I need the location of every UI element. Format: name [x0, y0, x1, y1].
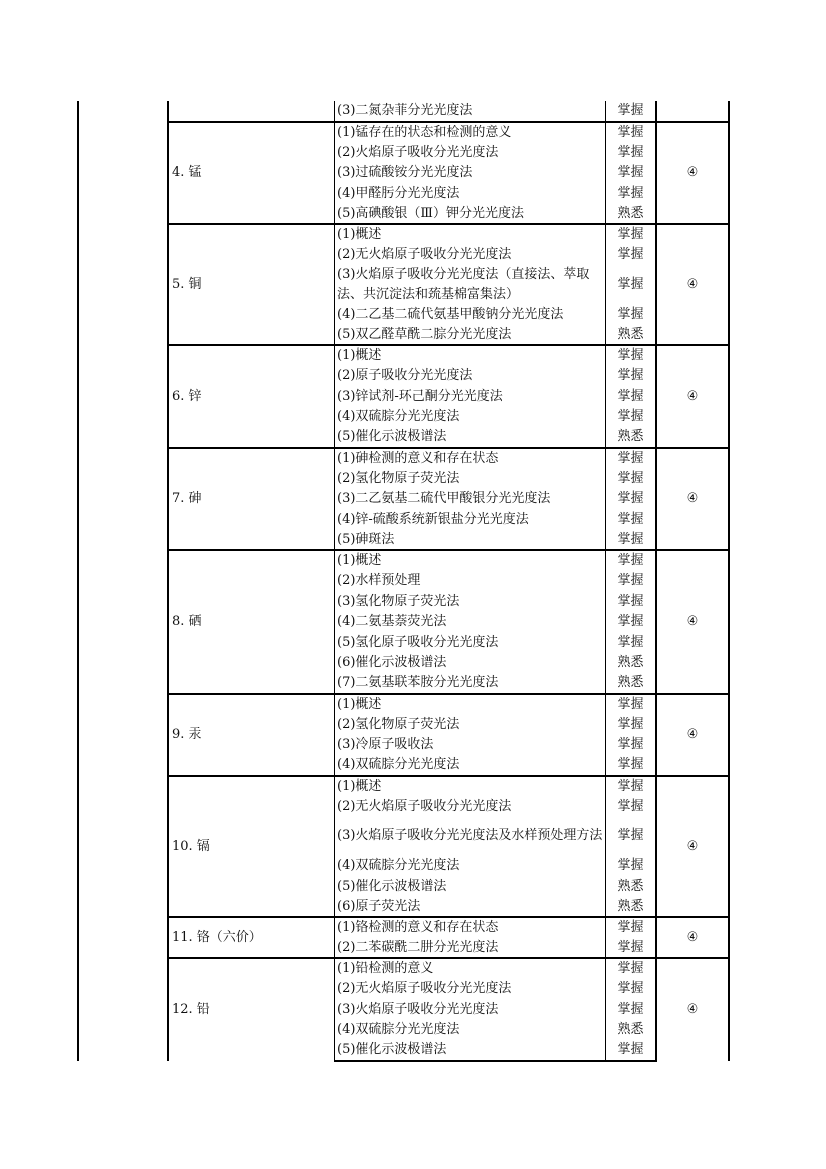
content-cell: (4)双硫腙分光光度法: [335, 407, 606, 428]
mastery-level-cell: 掌握: [606, 856, 657, 877]
content-cell: (1)概述: [335, 224, 606, 245]
table-row: [78, 448, 729, 469]
table-row: [78, 958, 729, 979]
mastery-level-cell: 掌握: [606, 448, 657, 469]
grade-mark-cell: ④: [656, 694, 729, 776]
mastery-level-cell: 掌握: [606, 509, 657, 530]
table-row: [78, 345, 729, 366]
content-cell: (5)砷斑法: [335, 530, 606, 551]
content-cell: (1)锰存在的状态和检测的意义: [335, 122, 606, 143]
mastery-level-cell: 掌握: [606, 366, 657, 387]
mastery-level-cell: 掌握: [606, 776, 657, 797]
mastery-level-cell: 掌握: [606, 530, 657, 551]
syllabus-table: [77, 101, 730, 1062]
content-cell: (6)原子荧光法: [335, 897, 606, 918]
mastery-level-cell: 掌握: [606, 796, 657, 817]
content-cell: (4)锌-硫酸系统新银盐分光光度法: [335, 509, 606, 530]
topic-cell: 8. 硒: [168, 550, 335, 694]
topic-cell: 11. 铬（六价）: [168, 917, 335, 958]
content-cell: (3)火焰原子吸收分光光度法（直接法、萃取法、共沉淀法和巯基棉富集法）: [335, 265, 606, 304]
mastery-level-cell: 熟悉: [606, 325, 657, 346]
section-column: [78, 101, 168, 1061]
mastery-level-cell: 掌握: [606, 304, 657, 325]
mastery-level-cell: 掌握: [606, 917, 657, 938]
content-cell: (5)催化示波极谱法: [335, 427, 606, 448]
topic-cell: 12. 铅: [168, 958, 335, 1061]
grade-mark-cell: ④: [656, 958, 729, 1061]
table-row: [78, 694, 729, 715]
mastery-level-cell: 掌握: [606, 735, 657, 756]
mastery-level-cell: 掌握: [606, 938, 657, 959]
mastery-level-cell: 掌握: [606, 755, 657, 776]
mastery-level-cell: 掌握: [606, 224, 657, 245]
content-cell: (5)催化示波极谱法: [335, 1040, 606, 1061]
mastery-level-cell: 熟悉: [606, 204, 657, 225]
table-row: [78, 917, 729, 938]
mastery-level-cell: 掌握: [606, 386, 657, 407]
grade-mark-cell: ④: [656, 448, 729, 551]
topic-cell: 6. 锌: [168, 345, 335, 448]
content-cell: (3)火焰原子吸收分光光度法及水样预处理方法: [335, 817, 606, 856]
content-cell: (2)无火焰原子吸收分光光度法: [335, 245, 606, 266]
mastery-level-cell: 熟悉: [606, 427, 657, 448]
mastery-level-cell: 掌握: [606, 612, 657, 633]
mastery-level-cell: 掌握: [606, 101, 657, 122]
content-cell: (4)双硫腙分光光度法: [335, 755, 606, 776]
topic-cell: 5. 铜: [168, 224, 335, 345]
mastery-level-cell: 熟悉: [606, 897, 657, 918]
content-cell: (7)二氨基联苯胺分光光度法: [335, 673, 606, 694]
mastery-level-cell: 掌握: [606, 817, 657, 856]
table-row: [78, 776, 729, 797]
content-cell: (1)砷检测的意义和存在状态: [335, 448, 606, 469]
content-cell: (5)双乙醛草酰二腙分光光度法: [335, 325, 606, 346]
content-cell: (4)甲醛肟分光光度法: [335, 183, 606, 204]
topic-cell: [168, 101, 335, 122]
content-cell: (2)水样预处理: [335, 571, 606, 592]
grade-mark-cell: ④: [656, 776, 729, 918]
content-cell: (2)无火焰原子吸收分光光度法: [335, 796, 606, 817]
topic-cell: 4. 锰: [168, 122, 335, 225]
mastery-level-cell: 掌握: [606, 958, 657, 979]
mastery-level-cell: 掌握: [606, 999, 657, 1020]
table-row: [78, 101, 729, 122]
content-cell: (4)二乙基二硫代氨基甲酸钠分光光度法: [335, 304, 606, 325]
mastery-level-cell: 熟悉: [606, 1020, 657, 1041]
topic-cell: 7. 砷: [168, 448, 335, 551]
content-cell: (1)概述: [335, 345, 606, 366]
content-cell: (1)铅检测的意义: [335, 958, 606, 979]
content-cell: (2)原子吸收分光光度法: [335, 366, 606, 387]
mastery-level-cell: 熟悉: [606, 653, 657, 674]
grade-mark-cell: ④: [656, 224, 729, 345]
mastery-level-cell: 掌握: [606, 714, 657, 735]
mastery-level-cell: 掌握: [606, 265, 657, 304]
content-cell: (5)氢化原子吸收分光光度法: [335, 632, 606, 653]
topic-cell: 9. 汞: [168, 694, 335, 776]
content-cell: (3)氢化物原子荧光法: [335, 591, 606, 612]
content-cell: (5)高碘酸银（Ⅲ）钾分光光度法: [335, 204, 606, 225]
mastery-level-cell: 熟悉: [606, 673, 657, 694]
content-cell: (3)二氮杂菲分光光度法: [335, 101, 606, 122]
mastery-level-cell: 掌握: [606, 979, 657, 1000]
table-row: [78, 224, 729, 245]
mastery-level-cell: 掌握: [606, 1040, 657, 1061]
mastery-level-cell: 掌握: [606, 122, 657, 143]
grade-mark-cell: ④: [656, 550, 729, 694]
mastery-level-cell: 掌握: [606, 550, 657, 571]
content-cell: (4)双硫腙分光光度法: [335, 856, 606, 877]
grade-mark-cell: ④: [656, 345, 729, 448]
grade-mark-cell: [656, 101, 729, 122]
table-row: [78, 122, 729, 143]
content-cell: (2)二苯碳酰二肼分光光度法: [335, 938, 606, 959]
content-cell: (1)铬检测的意义和存在状态: [335, 917, 606, 938]
mastery-level-cell: 掌握: [606, 245, 657, 266]
grade-mark-cell: ④: [656, 917, 729, 958]
content-cell: (4)二氨基萘荧光法: [335, 612, 606, 633]
content-cell: (2)氢化物原子荧光法: [335, 714, 606, 735]
mastery-level-cell: 掌握: [606, 142, 657, 163]
grade-mark-cell: ④: [656, 122, 729, 225]
mastery-level-cell: 掌握: [606, 694, 657, 715]
content-cell: (2)火焰原子吸收分光光度法: [335, 142, 606, 163]
mastery-level-cell: 掌握: [606, 345, 657, 366]
content-cell: (4)双硫腙分光光度法: [335, 1020, 606, 1041]
content-cell: (3)过硫酸铵分光光度法: [335, 163, 606, 184]
mastery-level-cell: 掌握: [606, 407, 657, 428]
mastery-level-cell: 掌握: [606, 591, 657, 612]
topic-cell: 10. 镉: [168, 776, 335, 918]
mastery-level-cell: 掌握: [606, 489, 657, 510]
table-row: [78, 550, 729, 571]
mastery-level-cell: 掌握: [606, 632, 657, 653]
content-cell: (3)锌试剂-环己酮分光光度法: [335, 386, 606, 407]
content-cell: (3)二乙氨基二硫代甲酸银分光光度法: [335, 489, 606, 510]
content-cell: (2)氢化物原子荧光法: [335, 468, 606, 489]
mastery-level-cell: 掌握: [606, 571, 657, 592]
mastery-level-cell: 掌握: [606, 183, 657, 204]
content-cell: (3)冷原子吸收法: [335, 735, 606, 756]
content-cell: (1)概述: [335, 550, 606, 571]
content-cell: (5)催化示波极谱法: [335, 876, 606, 897]
mastery-level-cell: 掌握: [606, 468, 657, 489]
mastery-level-cell: 熟悉: [606, 876, 657, 897]
content-cell: (2)无火焰原子吸收分光光度法: [335, 979, 606, 1000]
content-cell: (1)概述: [335, 776, 606, 797]
content-cell: (3)火焰原子吸收分光光度法: [335, 999, 606, 1020]
syllabus-table-body: [78, 101, 729, 1061]
content-cell: (6)催化示波极谱法: [335, 653, 606, 674]
content-cell: (1)概述: [335, 694, 606, 715]
mastery-level-cell: 掌握: [606, 163, 657, 184]
